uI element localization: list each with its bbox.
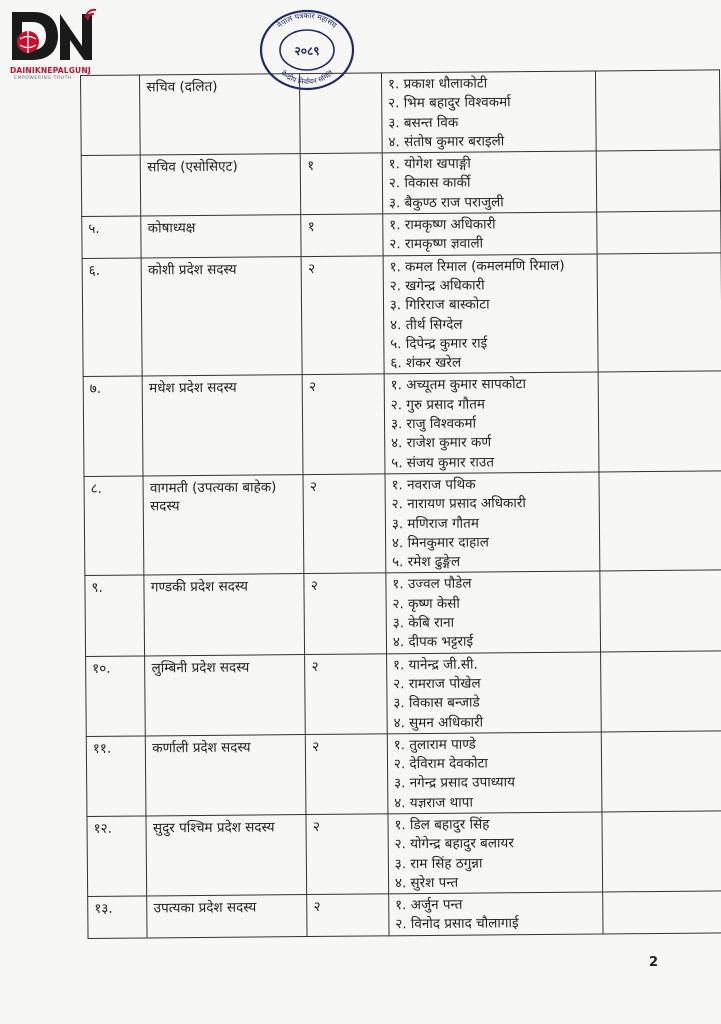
empty-remarks-cell — [602, 811, 721, 892]
candidate-name: २. विकास कार्की — [388, 175, 471, 192]
candidate-name: २. गुरु प्रसाद गौतम — [390, 396, 486, 414]
serial-number-cell: ११. — [86, 736, 146, 817]
candidate-name: १. योगेश खपाङ्गी — [388, 155, 471, 173]
candidate-name: २. रामकृष्ण ज्ञवाली — [389, 235, 484, 253]
table-row — [88, 891, 721, 938]
candidate-names-cell — [381, 71, 596, 153]
candidate-name: १. रामकृष्ण अधिकारी — [389, 216, 496, 234]
position-cell: उपत्यका प्रदेश सदस्य — [147, 895, 307, 938]
serial-number-cell: १०. — [86, 656, 146, 737]
svg-text:नेपाल पत्रकार महासंघ: नेपाल पत्रकार महासंघ — [275, 10, 339, 30]
candidate-name: ४. यज्ञराज थापा — [394, 794, 473, 811]
candidate-name: २. कृष्ण केसी — [392, 595, 460, 613]
candidate-name: ३. विकास बन्जाडे — [393, 694, 480, 712]
table-row — [86, 651, 721, 737]
candidate-name: ४. राजेश कुमार कर्ण — [391, 434, 492, 452]
empty-remarks-cell — [601, 651, 721, 732]
candidate-name: ५. संजय कुमार राउत — [391, 454, 495, 471]
table-row — [83, 371, 721, 476]
candidate-name: २. योगेन्द्र बहादुर बलायर — [394, 835, 514, 853]
position-cell: मधेश प्रदेश सदस्य — [142, 375, 303, 476]
candidate-name: १. नवराज पथिक — [391, 476, 476, 494]
seat-count-cell: २ — [306, 734, 388, 815]
candidate-name: ४. संतोष कुमार बराइली — [388, 133, 505, 151]
empty-remarks-cell — [597, 211, 721, 254]
seat-count-cell: २ — [304, 573, 386, 654]
seat-count-cell: १ — [301, 153, 383, 215]
candidate-names-cell — [382, 151, 597, 214]
serial-number-cell: ८. — [84, 476, 144, 576]
position-cell: सचिव (एसोसिएट) — [141, 154, 302, 216]
seat-count-cell: १ — [301, 214, 383, 256]
candidate-names-cell — [384, 372, 599, 473]
empty-remarks-cell — [600, 570, 721, 651]
serial-number-cell: १२. — [87, 816, 147, 897]
page-number: 2 — [649, 955, 659, 970]
candidate-name: ३. बैकुण्ठ राज पराजुली — [388, 194, 504, 212]
logo-tagline: EMPOWERING TRUTH — [14, 76, 72, 81]
table-row — [81, 150, 721, 216]
serial-number-cell — [81, 75, 141, 156]
empty-remarks-cell — [599, 471, 721, 572]
candidate-name: १. प्रकाश धौलाकोटी — [387, 75, 488, 93]
site-logo — [6, 6, 102, 84]
seat-count-cell — [300, 73, 382, 154]
candidate-name: २. नारायण प्रसाद अधिकारी — [391, 495, 526, 513]
position-cell: कर्णाली प्रदेश सदस्य — [146, 734, 307, 816]
dn-logo-icon — [6, 6, 102, 64]
seat-count-cell: २ — [303, 474, 385, 574]
serial-number-cell: ७. — [83, 376, 143, 476]
position-cell: कोषाध्यक्ष — [141, 215, 301, 258]
serial-number-cell — [81, 155, 141, 216]
candidate-name: २. भिम बहादुर विश्वकर्मा — [388, 94, 511, 112]
table-body — [81, 70, 721, 938]
serial-number-cell: ६. — [82, 258, 142, 377]
empty-remarks-cell — [603, 891, 721, 934]
seat-count-cell: २ — [307, 894, 389, 936]
empty-remarks-cell — [596, 150, 720, 212]
table-row — [85, 570, 721, 656]
svg-text:केन्द्रीय निर्वाचन समिति: केन्द्रीय निर्वाचन समिति — [279, 69, 335, 87]
table-row — [84, 471, 721, 576]
empty-remarks-cell — [598, 371, 721, 472]
table-row — [82, 253, 721, 377]
candidate-name: १. अच्यूतम कुमार सापकोटा — [390, 376, 527, 394]
candidate-names-cell — [383, 212, 598, 255]
candidate-name: ३. बसन्त विक — [388, 114, 459, 131]
table-row — [87, 811, 721, 897]
candidate-name: ६. शंकर खरेल — [390, 354, 462, 372]
empty-remarks-cell — [597, 253, 721, 373]
candidate-name: २. विनोद प्रसाद चौलागाई — [395, 915, 519, 933]
seat-count-cell: २ — [302, 374, 384, 474]
seat-count-cell: २ — [305, 653, 387, 734]
candidate-name: ४. दीपक भट्टराई — [392, 633, 474, 651]
candidate-name: ५. दिपेन्द्र कुमार राई — [390, 335, 488, 353]
candidate-name: १. तुलाराम पाण्डे — [393, 736, 476, 754]
candidate-name: ३. मणिराज गौतम — [391, 515, 479, 532]
candidate-names-cell — [383, 254, 598, 375]
candidate-name: १. कमल रिमाल (कमलमणि रिमाल) — [389, 257, 565, 275]
table-row — [86, 731, 721, 817]
candidate-name: ४. मिनकुमार दाहाल — [391, 534, 489, 552]
table-row — [81, 70, 721, 156]
candidate-name: ४. सुरेश पन्त — [394, 874, 459, 892]
empty-remarks-cell — [601, 731, 721, 812]
candidate-names-cell — [386, 571, 601, 653]
candidate-name: ५. रमेश ढुङ्गेल — [392, 553, 461, 571]
serial-number-cell: १३. — [88, 896, 148, 938]
svg-text:२०८९: २०८९ — [294, 44, 320, 58]
seat-count-cell: २ — [301, 256, 384, 375]
candidate-name: १. उज्वल पौडेल — [392, 576, 472, 593]
candidate-name: २. देविराम देवकोटा — [393, 755, 488, 773]
serial-number-cell: ९. — [85, 575, 145, 656]
candidate-name: ३. केबि राना — [392, 614, 455, 632]
candidate-name: १. अर्जुन पन्त — [395, 896, 463, 914]
candidate-name: ३. राजु विश्वकर्मा — [390, 415, 477, 433]
position-cell: कोशी प्रदेश सदस्य — [141, 256, 302, 376]
logo-text: DAINIKNEPALGUNJ — [10, 66, 91, 75]
candidate-name: ४. तीर्थ सिग्देल — [389, 316, 463, 333]
candidate-name: ४. सुमन अधिकारी — [393, 714, 484, 731]
candidate-name: ३. नगेन्द्र प्रसाद उपाध्याय — [393, 774, 516, 792]
position-cell: सचिव (दलित) — [140, 74, 301, 156]
candidate-name: १. डिल बहादुर सिंह — [394, 816, 490, 834]
position-cell: गण्डकी प्रदेश सदस्य — [144, 574, 305, 656]
committee-members-table — [80, 69, 721, 938]
candidate-name: १. यानेन्द्र जी.सी. — [392, 656, 478, 673]
candidate-names-cell — [386, 652, 601, 734]
serial-number-cell: ५. — [82, 216, 142, 258]
position-cell: सुदुर पश्चिम प्रदेश सदस्य — [146, 815, 307, 897]
position-cell: वागमती (उपत्यका बाहेक) सदस्य — [143, 475, 304, 576]
candidate-names-cell — [389, 892, 604, 935]
empty-remarks-cell — [596, 70, 721, 151]
candidate-names-cell — [388, 812, 603, 894]
candidate-names-cell — [387, 732, 602, 814]
candidate-name: ३. राम सिंह ठगुन्ना — [394, 855, 483, 872]
candidate-name: २. खगेन्द्र अधिकारी — [389, 277, 485, 295]
candidate-names-cell — [385, 472, 600, 573]
seat-count-cell: २ — [306, 814, 388, 895]
candidate-name: २. रामराज पोखेल — [393, 675, 481, 693]
candidate-name: ३. गिरिराज बास्कोटा — [389, 296, 490, 314]
position-cell: लुम्बिनी प्रदेश सदस्य — [145, 654, 306, 736]
table-row — [82, 211, 721, 258]
